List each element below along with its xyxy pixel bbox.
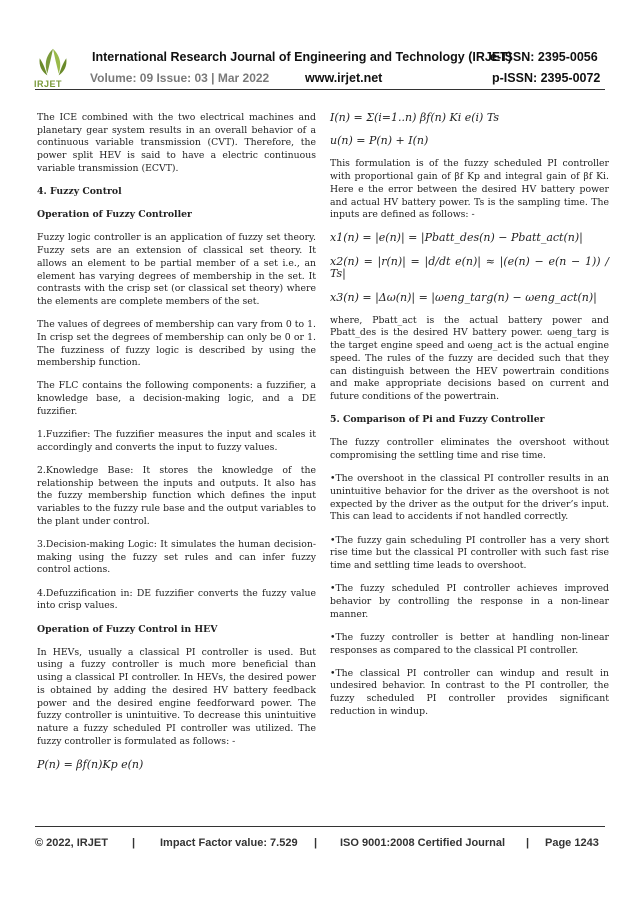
section-heading: 5. Comparison of Pi and Fuzzy Controller (330, 414, 545, 426)
footer-sep: | (314, 837, 318, 849)
footer-iso: ISO 9001:2008 Certified Journal (340, 837, 506, 849)
paragraph: •The fuzzy gain scheduling PI controller has a very short rise time but the classical PI controller with such fast rise time and settling time leads to overshoot. (330, 534, 609, 571)
equation: P(n) = βf(n)Kp e(n) (37, 757, 144, 771)
section-heading: 4. Fuzzy Control (37, 186, 122, 198)
right-column (330, 112, 609, 729)
footer-divider (35, 826, 605, 827)
paragraph: The ICE combined with the two electrical machines and planetary gear system results in an overall behavior of a continuous variable transmission (CVT). Therefore, the power split HEV is said to have a electric continuous variable transmission (ECVT). (37, 112, 316, 174)
section-heading: Operation of Fuzzy Control in HEV (37, 623, 218, 635)
paragraph: 2.Knowledge Base: It stores the knowledge of the relationship between the inputs and outputs. It also has the fuzzy membership function which defines the input variables to the fuzzy rule base and the output variables to the plant under control. (37, 464, 316, 527)
page-header (0, 0, 638, 96)
paragraph: This formulation is of the fuzzy scheduled PI controller with proportional gain of βf Kp and integral gain of βf Ki. Here e the error between the desired HV battery power and actual HV battery power. Ts is the sampling time. The inputs are defined as follows: - (330, 158, 609, 221)
left-column (37, 112, 316, 782)
paragraph: •The classical PI controller can windup and result in undesired behavior. In contrast to the PI controller, the fuzzy scheduled PI controller provides significant reduction in windup. (330, 667, 609, 717)
paragraph: Fuzzy logic controller is an application of fuzzy set theory. Fuzzy sets are an extension of classical set theory. It allows an element to be partial member of a set i.e., an element has varying degrees of membership in the set. It contrasts with the crisp set (or classical set theory) where the elements are complete members of the set. (37, 232, 316, 307)
header-divider (35, 89, 605, 90)
equation: x3(n) = |Δω(n)| = |ωeng_targ(n) − ωeng_act(n)| (330, 290, 597, 304)
volume-info: Volume: 09 Issue: 03 | Mar 2022 (90, 71, 270, 85)
paragraph: In HEVs, usually a classical PI controller is used. But using a fuzzy controller is much more beneficial than using a classical PI controller. In HEVs, the desired power is obtained by adding the desired HV battery feedback power and the desired engine feedforward power. The fuzzy controller is unintuitive. To decrease this unintuitive nature a fuzzy scheduled PI controller was utilized. The fuzzy controller is formulated as follows: - (37, 646, 316, 747)
paragraph: where, Pbatt_act is the actual battery power and Pbatt_des is the desired HV battery power. ωeng_targ is the target engine speed and ωeng_act is the actual engine speed. The rules of the fuzzy are decided such that they can distinguish between the HEV powertrain conditions and make appropriate decisions based on current and future conditions of the powertrain. (330, 314, 609, 402)
paragraph: •The fuzzy scheduled PI controller achieves improved behavior by controlling the response in a non-linear manner. (330, 583, 609, 620)
footer-copyright: © 2022, IRJET (35, 837, 108, 849)
footer-sep: | (526, 837, 530, 849)
paragraph: The values of degrees of membership can vary from 0 to 1. In crisp set the degrees of membership can only be 0 or 1. The fuzziness of fuzzy logic is described by using the membership function. (37, 319, 316, 369)
footer-page-number: Page 1243 (545, 837, 599, 849)
journal-title: International Research Journal of Engineering and Technology (IRJET) (92, 50, 512, 64)
paragraph: 3.Decision-making Logic: It simulates the human decision-making using the fuzzy set rules and can infer fuzzy control actions. (37, 538, 316, 576)
e-issn: e-ISSN: 2395-0056 (490, 50, 598, 64)
equation: x1(n) = |e(n)| = |Pbatt_des(n) − Pbatt_act(n)| (330, 231, 583, 245)
logo-text: IRJET (34, 79, 63, 89)
equation: I(n) = Σ(i=1..n) βf(n) Ki e(i) Ts (330, 111, 500, 124)
equation: x2(n) = |r(n)| = |d/dt e(n)| ≈ |(e(n) − e(n − 1)) / Ts| (330, 254, 609, 281)
equation: u(n) = P(n) + I(n) (330, 134, 429, 148)
paragraph: •The overshoot in the classical PI controller results in an unintuitive behavior for the driver as the overshoot is not expected by the driver as the output for the driver’s input. This can lead to accidents if not handled correctly. (330, 473, 609, 523)
paragraph: The fuzzy controller eliminates the overshoot without compromising the settling time and rise time. (330, 437, 609, 462)
paragraph: •The fuzzy controller is better at handling non-linear responses as compared to the classical PI controller. (330, 631, 609, 656)
irjet-logo-icon (34, 45, 72, 83)
website-link[interactable]: www.irjet.net (305, 71, 383, 85)
footer-impact-factor: Impact Factor value: 7.529 (160, 837, 298, 849)
paragraph: The FLC contains the following components: a fuzzifier, a knowledge base, a decision-making logic, and a DE fuzzifier. (37, 380, 316, 417)
footer-sep: | (132, 837, 136, 849)
p-issn: p-ISSN: 2395-0072 (492, 71, 601, 85)
paragraph: 4.Defuzzification in: DE fuzzifier converts the fuzzy value into crisp values. (37, 587, 316, 612)
section-heading: Operation of Fuzzy Controller (37, 209, 192, 221)
paragraph: 1.Fuzzifier: The fuzzifier measures the input and scales it accordingly and converts the input to fuzzy values. (37, 429, 316, 453)
